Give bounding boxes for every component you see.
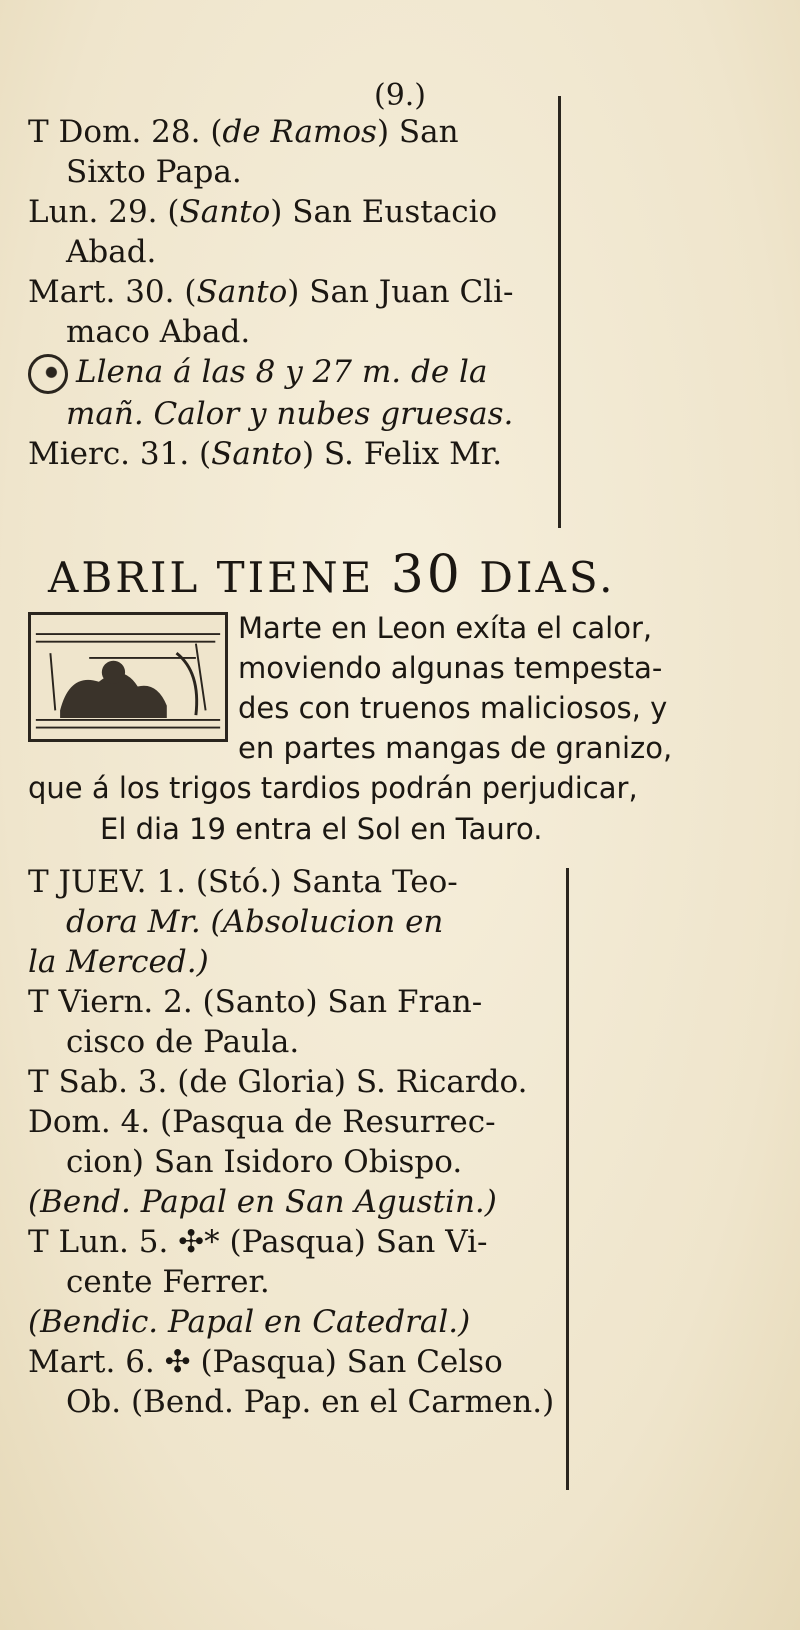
entry-dom-28: T Dom. 28. (de Ramos) San Sixto Papa. (28, 114, 459, 190)
entry-bend-agustin: (Bend. Papal en San Agustin.) (28, 1184, 497, 1220)
entry-mierc-31: Mierc. 31. (Santo) S. Felix Mr. (28, 435, 503, 472)
column-rule-april (566, 868, 569, 1490)
moon-phase-note: Llena á las 8 y 27 m. de la mañ. Calor y nubes gruesas. (28, 352, 768, 434)
entry-sab-3: T Sab. 3. (de Gloria) S. Ricardo. (28, 1064, 528, 1100)
page-number: (9.) (373, 78, 427, 113)
entry-juev-1: T JUEV. 1. (Stó.) Santa Teo- dora Mr. (Absolucion en la Merced.) (28, 864, 458, 980)
april-entries (28, 862, 768, 1422)
full-moon-icon (28, 354, 68, 394)
march-entries (28, 112, 768, 474)
entry-dom-4: Dom. 4. (Pasqua de Resurrec- cion) San Isidoro Obispo. (28, 1104, 496, 1180)
entry-lun-5: T Lun. 5. ✣* (Pasqua) San Vi- cente Ferrer. (28, 1224, 488, 1300)
sun-entry-note: El dia 19 entra el Sol en Tauro. (100, 812, 543, 846)
month-heading: ABRIL TIENE 30 DIAS. (48, 545, 616, 605)
entry-bend-catedral: (Bendic. Papal en Catedral.) (28, 1304, 471, 1340)
entry-viern-2: T Viern. 2. (Santo) San Fran- cisco de Paula. (28, 984, 483, 1060)
entry-mart-6: Mart. 6. ✣ (Pasqua) San Celso Ob. (Bend. Pap. en el Carmen.) (28, 1344, 555, 1420)
month-intro: Marte en Leon exíta el calor, moviendo algunas tempesta- des con truenos maliciosos, y en partes mangas de granizo, que á los trigos tardios podrán perjudicar, (28, 611, 673, 805)
entry-mart-30: Mart. 30. (Santo) San Juan Cli- maco Abad. (28, 274, 514, 350)
column-rule (558, 96, 561, 528)
entry-lun-29: Lun. 29. (Santo) San Eustacio Abad. (28, 194, 498, 270)
